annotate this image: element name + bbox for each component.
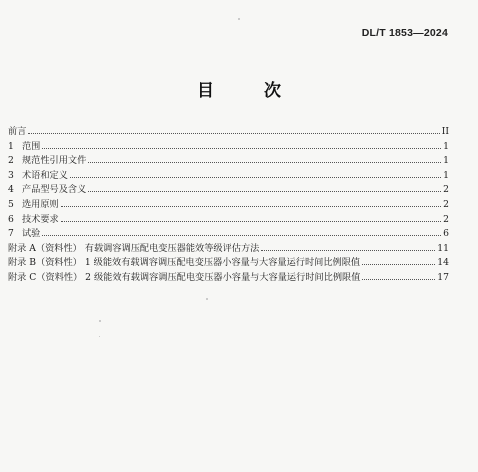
dot-leader bbox=[362, 278, 435, 280]
toc-entry-label: 前言 bbox=[8, 126, 27, 137]
scan-speck bbox=[99, 336, 100, 337]
toc-entry-page: 2 bbox=[443, 184, 449, 196]
toc-entry-label: 附录 A（资料性） 有载调容调压配电变压器能效等级评估方法 bbox=[8, 242, 260, 254]
dot-leader bbox=[61, 205, 441, 207]
toc-entry-number: 3 bbox=[8, 169, 14, 181]
dot-leader bbox=[70, 176, 441, 178]
dot-leader bbox=[28, 132, 439, 134]
toc-entry-number: 1 bbox=[8, 140, 14, 152]
toc-entry-label: 附录 B（资料性） 1 级能效有载调容调压配电变压器小容量与大容量运行时间比例限值 bbox=[8, 257, 361, 269]
toc-entry-number: 6 bbox=[8, 213, 14, 225]
toc-entry-7[interactable] bbox=[8, 227, 449, 242]
toc-entry-label: 产品型号及含义 bbox=[22, 184, 87, 196]
toc-entry-label: 术语和定义 bbox=[22, 169, 68, 181]
dot-leader bbox=[362, 263, 435, 265]
dot-leader bbox=[261, 249, 435, 251]
toc-entry-6[interactable] bbox=[8, 213, 449, 228]
dot-leader bbox=[88, 161, 441, 163]
dot-leader bbox=[61, 220, 441, 222]
toc-entry-2[interactable] bbox=[8, 154, 449, 169]
toc-entry-page: 2 bbox=[443, 198, 449, 210]
toc-entry-foreword[interactable] bbox=[8, 125, 449, 140]
toc-entry-page: 1 bbox=[443, 169, 449, 181]
toc-entry-1[interactable] bbox=[8, 140, 449, 155]
toc-entry-3[interactable] bbox=[8, 169, 449, 184]
toc-entry-appendix-b[interactable] bbox=[8, 256, 449, 271]
scan-speck bbox=[99, 320, 101, 322]
toc-entry-label: 范围 bbox=[22, 140, 41, 152]
toc-entry-label: 选用原则 bbox=[22, 198, 59, 210]
toc-entry-page: 11 bbox=[437, 242, 449, 254]
toc-entry-page: 6 bbox=[443, 228, 449, 240]
toc-entry-label: 规范性引用文件 bbox=[22, 155, 87, 167]
scan-speck bbox=[206, 298, 208, 300]
dot-leader bbox=[42, 234, 441, 236]
toc-entry-page: 1 bbox=[443, 140, 449, 152]
toc-entry-number: 7 bbox=[8, 228, 14, 240]
toc-entry-number: 5 bbox=[8, 198, 14, 210]
dot-leader bbox=[88, 190, 441, 192]
toc-entry-page: 1 bbox=[443, 155, 449, 167]
document-code: DL/T 1853—2024 bbox=[361, 27, 448, 39]
toc-entry-4[interactable] bbox=[8, 183, 449, 198]
toc-entry-label: 技术要求 bbox=[22, 213, 59, 225]
dot-leader bbox=[42, 147, 441, 149]
table-of-contents bbox=[8, 125, 449, 286]
toc-entry-appendix-a[interactable] bbox=[8, 242, 449, 257]
toc-entry-5[interactable] bbox=[8, 198, 449, 213]
toc-entry-number: 4 bbox=[8, 184, 14, 196]
toc-entry-page: 17 bbox=[437, 271, 449, 283]
toc-entry-page: 14 bbox=[437, 257, 449, 269]
toc-entry-number: 2 bbox=[8, 155, 14, 167]
toc-entry-label: 附录 C（资料性） 2 级能效有载调容调压配电变压器小容量与大容量运行时间比例限值 bbox=[8, 271, 361, 283]
toc-entry-appendix-c[interactable] bbox=[8, 271, 449, 286]
toc-entry-page: 2 bbox=[443, 213, 449, 225]
toc-entry-label: 试验 bbox=[22, 228, 41, 240]
scan-speck bbox=[238, 18, 240, 20]
toc-entry-page: II bbox=[441, 126, 449, 137]
page-title: 目 次 bbox=[197, 81, 303, 101]
